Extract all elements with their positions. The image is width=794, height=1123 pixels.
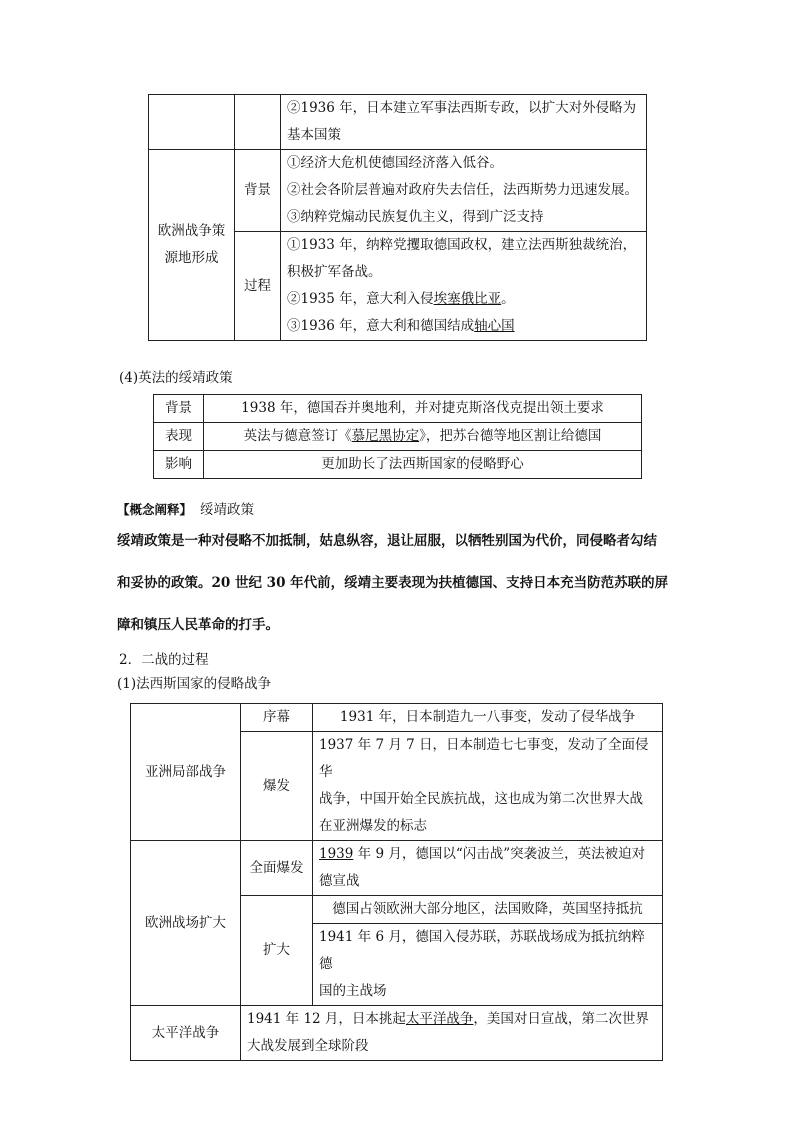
row-label-asia: 亚洲局部战争 — [131, 704, 241, 841]
concept-title: 绥靖政策 — [199, 502, 254, 518]
row-label-europe-source: 欧洲战争策 源地形成 — [149, 150, 235, 341]
table-aggression-wars — [130, 703, 663, 1061]
table-row: 太平洋战争 1941 年 12 月，日本挑起太平洋战争，美国对日宣战，第二次世界 大战发展到全球阶段 — [131, 1006, 663, 1061]
label-process: 过程 — [235, 232, 281, 341]
section-subtitle-aggression: (1)法西斯国家的侵略战争 — [117, 676, 272, 692]
table-row: 欧洲战场扩大 全面爆发 1939 年 9 月，德国以“闪击战”突袭波兰，英法被迫对 德宣战 — [131, 841, 663, 896]
row-label-europe: 欧洲战场扩大 — [131, 841, 241, 1006]
row-label-pacific: 太平洋战争 — [131, 1006, 241, 1061]
table-row — [149, 150, 647, 232]
table-row: 扩大 德国占领欧洲大部分地区，法国败降，英国坚持抵抗 — [131, 896, 663, 924]
table-appeasement — [153, 394, 642, 479]
label-background: 背景 — [235, 150, 281, 232]
table-row: 亚洲局部战争 序幕 1931 年，日本制造九一八事变，发动了侵华战争 — [131, 704, 663, 732]
concept-heading — [117, 498, 254, 518]
table-row: 1941 年 6 月，德国入侵苏联，苏联战场成为抵抗纳粹德 国的主战场 — [131, 924, 663, 1006]
cell-japan-1936: ②1936 年，日本建立军事法西斯专政，以扩大对外侵略为 基本国策 — [281, 95, 647, 150]
section-title-appeasement: (4)英法的绥靖政策 — [119, 370, 233, 386]
concept-tag: 【概念阐释】 — [117, 502, 193, 517]
table-row — [149, 95, 647, 150]
table-europe-war-source — [148, 94, 647, 341]
cell-background: ①经济大危机使德国经济落入低谷。 ②社会各阶层普遍对政府失去信任，法西斯势力迅速发展。 ③纳粹党煽动民族复仇主义，得到广泛支持 — [281, 150, 647, 232]
cell-process: ①1933 年，纳粹党攫取德国政权，建立法西斯独裁统治， 积极扩军备战。 ②1935 年，意大利入侵埃塞俄比亚。 ③1936 年，意大利和德国结成轴心国 — [281, 232, 647, 341]
table-row: 爆发 1937 年 7 月 7 日，日本制造七七事变，发动了全面侵华 战争，中国开始全民族抗战，这也成为第二次世界大战 在亚洲爆发的标志 — [131, 732, 663, 841]
section-title-wwii-process: 2．二战的过程 — [119, 652, 209, 668]
table-row: 背景 1938 年，德国吞并奥地利，并对捷克斯洛伐克提出领土要求 — [154, 395, 642, 423]
concept-body: 绥靖政策是一种对侵略不加抵制，姑息纵容，退让屈服，以牺牲别国为代价，同侵略者勾结 和妥协的政策。20 世纪 30 年代前，绥靖主要表现为扶植德国、支持日本充当防范苏联的屏 障和镇压人民革命的打手。 — [117, 533, 669, 633]
table-row: 影响 更加助长了法西斯国家的侵略野心 — [154, 451, 642, 479]
table-row: 表现 英法与德意签订《慕尼黑协定》，把苏台德等地区割让给德国 — [154, 423, 642, 451]
